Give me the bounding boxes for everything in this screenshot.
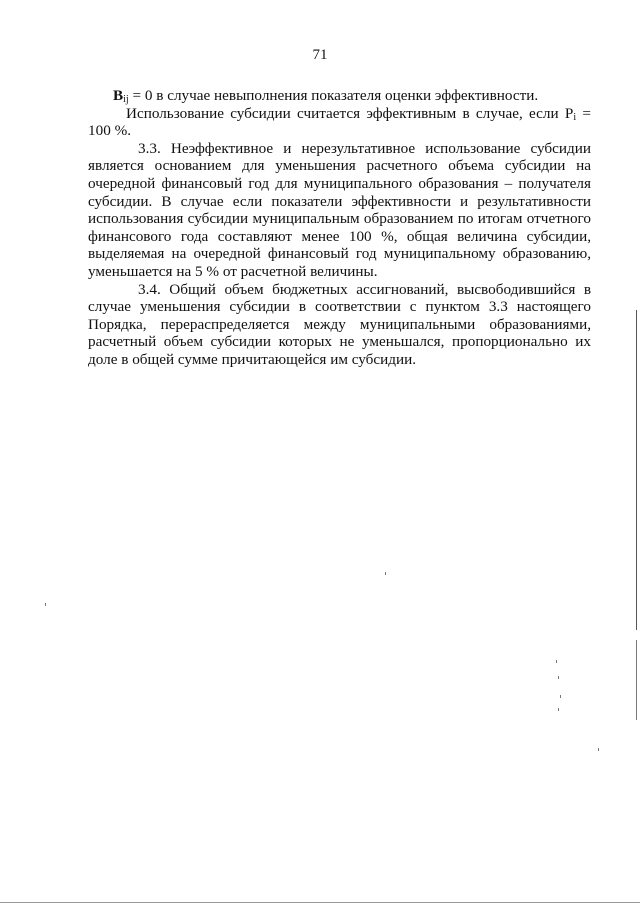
scan-dot-artifact	[560, 695, 561, 698]
scan-bottom-artifact	[0, 902, 640, 903]
scan-edge-artifact	[636, 640, 637, 720]
paragraph-text: = 0 в случае невыполнения показателя оценки эффективности.	[128, 87, 539, 104]
scan-dot-artifact	[45, 603, 46, 606]
subscript-ij: ij	[123, 94, 129, 105]
scan-dot-artifact	[558, 676, 559, 679]
scan-dot-artifact	[558, 708, 559, 711]
document-body	[88, 87, 591, 369]
symbol-b: B	[113, 87, 124, 104]
scan-dot-artifact	[598, 748, 599, 751]
scan-dot-artifact	[385, 572, 386, 575]
paragraph-effective-use	[88, 105, 591, 140]
page-number: 71	[312, 47, 328, 63]
scan-edge-artifact	[636, 310, 637, 630]
paragraph-efficiency-condition	[88, 87, 591, 105]
paragraph-text: = 100 %.	[88, 104, 591, 140]
paragraph-3-3: 3.3. Неэффективное и нерезультативное использование субсидии является основанием для уменьшения расчетного объема субсидии на очередной финансовый год для муниципального образования – получателя субсидии. В случае если показатели эффективности и результативности использования субсидии муниципальным образованием по итогам отчетного финансового года составляют менее 100 %, общая величина субсидии, выделяемая на очередной финансовый год муниципальному образованию, уменьшается на 5 % от расчетной величины.	[88, 139, 591, 280]
scan-dot-artifact	[556, 660, 557, 663]
paragraph-3-4: 3.4. Общий объем бюджетных ассигнований, высвободившийся в случае уменьшения субсидии в соответствии с пунктом 3.3 настоящего Порядка, перераспределяется между муниципальными образованиями, расчетный объем субсидии которых не уменьшался, пропорционально их доле в общей сумме причитающейся им субсидии.	[88, 280, 591, 368]
paragraph-text: Использование субсидии считается эффективным в случае, если P	[126, 104, 574, 122]
subscript-i: i	[573, 111, 577, 123]
